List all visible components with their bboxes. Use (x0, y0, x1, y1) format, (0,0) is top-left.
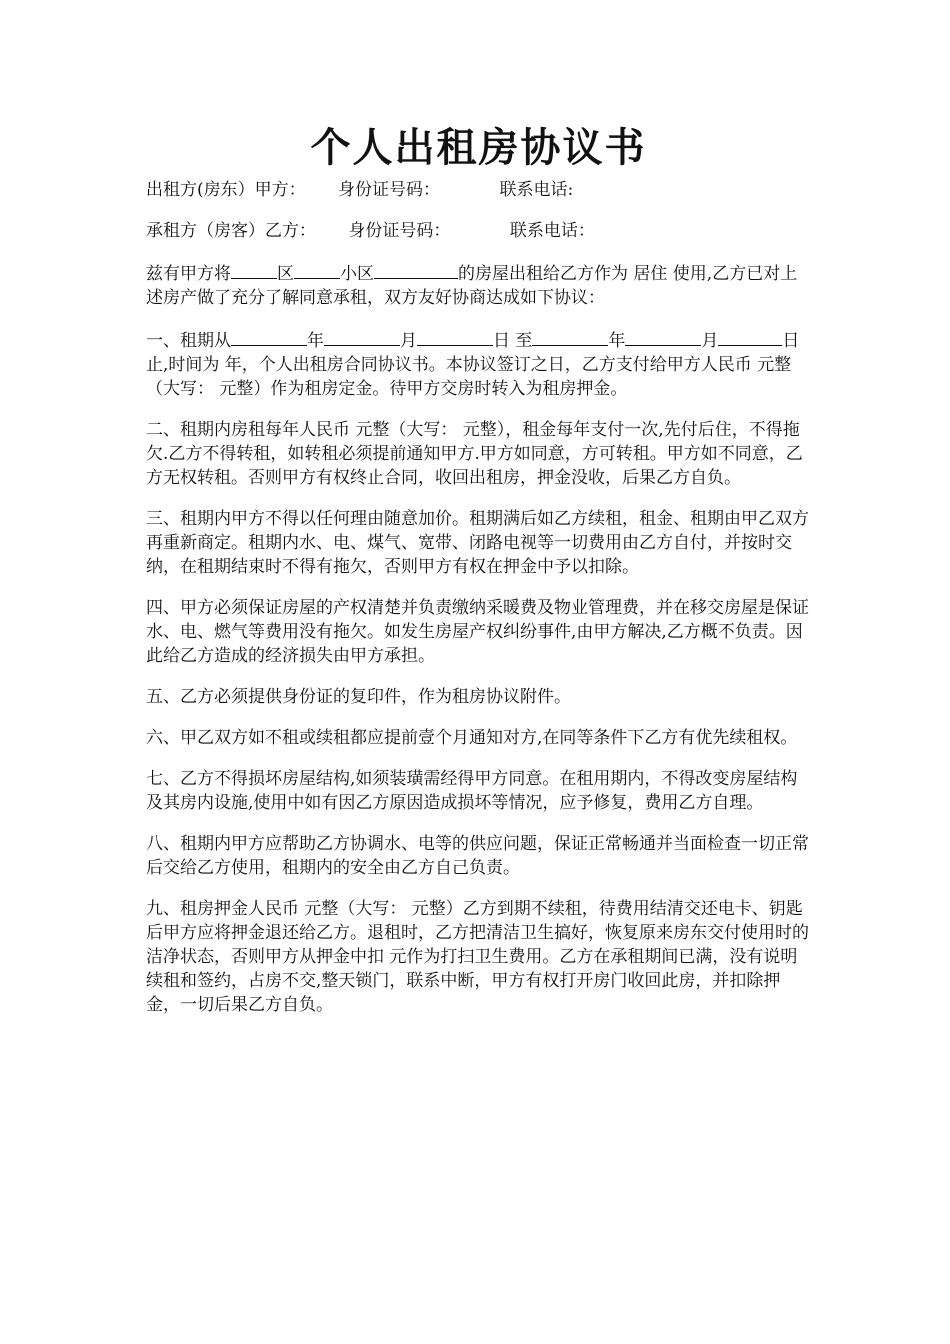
document-title: 个人出租房协议书 (310, 124, 647, 171)
document-page (146, 118, 811, 1017)
clause-1-text-4: 日 至 (493, 331, 533, 351)
clause-9: 九、租房押金人民币 元整（大写： 元整）乙方到期不续租，待费用结清交还电卡、钥匙后甲方应将押金退还给乙方。退租时，乙方把清洁卫生搞好，恢复原来房东交付使用时的洁净状态，否则甲方从押金中扣 元作为打扫卫生费用。乙方在承租期间已满，没有说明续租和签约，占房不交,整天锁门，联系中断，甲方有权打开房门收回此房，并扣除押金，一切后果乙方自负。 (146, 899, 809, 1015)
clause-7: 七、乙方不得损坏房屋结构,如须装璜需经得甲方同意。在租用期内，不得改变房屋结构及其房内设施,使用中如有因乙方原因造成损坏等情况，应予修复，费用乙方自理。 (146, 769, 798, 813)
intro-text-3: 小区 (340, 264, 374, 284)
house-blank (374, 260, 458, 279)
intro-text-2: 区 (277, 264, 294, 284)
start-day-blank (417, 327, 493, 346)
clause-4: 四、甲方必须保证房屋的产权清楚并负责缴纳采暖费及物业管理费，并在移交房屋是保证水、电、燃气等费用没有拖欠。如发生房屋产权纠纷事件,由甲方解决,乙方概不负责。因此给乙方造成的经济损失由甲方承担。 (146, 598, 809, 666)
clause-2: 二、租期内房租每年人民币 元整（大写： 元整），租金每年支付一次,先付后住，不得拖欠.乙方不得转租，如转租必须提前通知甲方.甲方如同意，方可转租。甲方如不同意，乙方无权转租。否则甲方有权终止合同，收回出租房，押金没收，后果乙方自负。 (146, 420, 803, 488)
start-month-blank (324, 327, 400, 346)
community-blank (294, 260, 340, 279)
intro-text-4: 的房屋出租给乙方作为 居住 使用,乙方已对上述房产做了充分了解同意承租，双方友好协商达成如下协议： (146, 264, 798, 308)
clause-6: 六、甲乙双方如不租或续租都应提前壹个月通知对方,在同等条件下乙方有优先续租权。 (146, 728, 798, 748)
clause-1 (146, 327, 811, 401)
landlord-info-line: 出租方(房东）甲方： 身份证号码： 联系电话: (146, 180, 574, 200)
clause-1-text-3: 月 (400, 331, 417, 351)
district-blank (231, 260, 277, 279)
start-year-blank (231, 327, 307, 346)
end-month-blank (625, 327, 701, 346)
intro-paragraph (146, 260, 811, 310)
intro-text-1: 兹有甲方将 (146, 264, 231, 284)
clause-3: 三、租期内甲方不得以任何理由随意加价。租期满后如乙方续租，租金、租期由甲乙双方再重新商定。租期内水、电、煤气、宽带、闭路电视等一切费用由乙方自付，并按时交纳，在租期结束时不得有拖欠，否则甲方有权在押金中予以扣除。 (146, 509, 809, 577)
clause-8: 八、租期内甲方应帮助乙方协调水、电等的供应问题，保证正常畅通并当面检查一切正常后交给乙方使用，租期内的安全由乙方自己负责。 (146, 834, 809, 878)
clause-1-text-7: 日止,时间为 年，个人出租房合同协议书。本协议签订之日，乙方支付给甲方人民币 元整（大写： 元整）作为租房定金。待甲方交房时转入为租房押金。 (146, 331, 800, 399)
clause-1-text-5: 年 (608, 331, 626, 351)
end-year-blank (532, 327, 608, 346)
clause-1-text-1: 一、租期从 (146, 331, 231, 351)
clause-1-text-6: 月 (701, 331, 719, 351)
clause-1-text-2: 年 (307, 331, 324, 351)
clause-5: 五、乙方必须提供身份证的复印件，作为租房协议附件。 (146, 687, 571, 707)
end-day-blank (718, 327, 782, 346)
tenant-info-line: 承租方（房客）乙方： 身份证号码： 联系电话： (146, 221, 595, 241)
